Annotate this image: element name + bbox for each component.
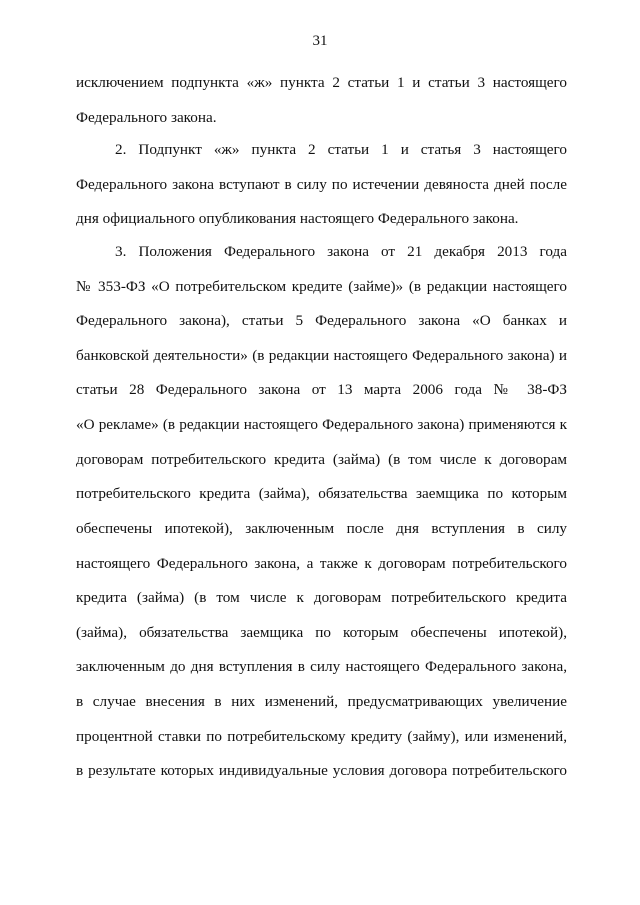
text-line: обеспечены ипотекой), заключенным после дня вступления в силу <box>76 520 567 537</box>
page-number: 31 <box>312 33 328 49</box>
text-line: в случае внесения в них изменений, предусматривающих увеличение <box>76 693 567 710</box>
text-line: заключенным до дня вступления в силу настоящего Федерального закона, <box>76 658 567 675</box>
text-line: (займа), обязательства заемщика по которым обеспечены ипотекой), <box>76 624 567 641</box>
text-line: потребительского кредита (займа), обязательства заемщика по которым <box>76 485 567 502</box>
text-line: Федерального закона), статьи 5 Федерального закона «О банках и <box>76 312 567 329</box>
text-line: Федерального закона вступают в силу по истечении девяноста дней после <box>76 176 567 193</box>
text-line: 3. Положения Федерального закона от 21 декабря 2013 года <box>115 243 567 260</box>
text-line: банковской деятельности» (в редакции настоящего Федерального закона) и <box>76 347 567 364</box>
text-line: договорам потребительского кредита (займа) (в том числе к договорам <box>76 451 567 468</box>
text-line: кредита (займа) (в том числе к договорам потребительского кредита <box>76 589 567 606</box>
text-line: процентной ставки по потребительскому кредиту (займу), или изменений, <box>76 728 567 745</box>
text-line: Федерального закона. <box>76 109 217 126</box>
text-line: исключением подпункта «ж» пункта 2 статьи 1 и статьи 3 настоящего <box>76 74 567 91</box>
text-line: статьи 28 Федерального закона от 13 марта 2006 года № 38-ФЗ <box>76 381 567 398</box>
text-line: настоящего Федерального закона, а также к договорам потребительского <box>76 555 567 572</box>
text-line: 2. Подпункт «ж» пункта 2 статьи 1 и статья 3 настоящего <box>115 141 567 158</box>
text-line: дня официального опубликования настоящего Федерального закона. <box>76 210 519 227</box>
text-line: «О рекламе» (в редакции настоящего Федерального закона) применяются к <box>76 416 567 433</box>
text-line: № 353-ФЗ «О потребительском кредите (займе)» (в редакции настоящего <box>76 278 567 295</box>
text-line: в результате которых индивидуальные условия договора потребительского <box>76 762 567 779</box>
